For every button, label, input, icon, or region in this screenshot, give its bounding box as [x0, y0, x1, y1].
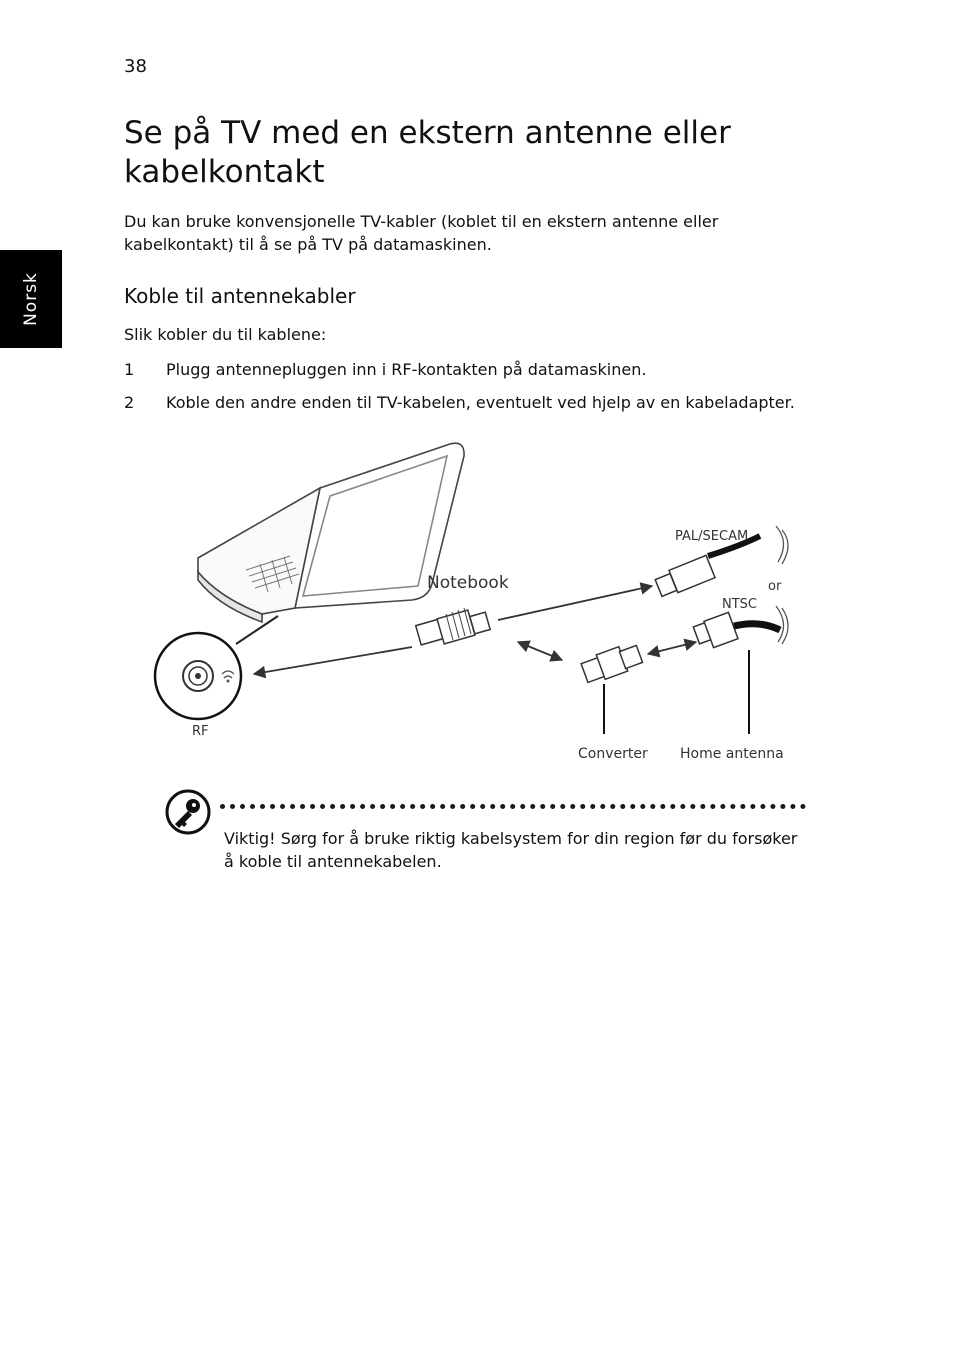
step-number: 1: [124, 360, 135, 379]
converter-adapter: [581, 645, 642, 682]
intro-paragraph: Du kan bruke konvensjonelle TV-kabler (koblet til en ekstern antenne eller kabelkontakt) til å se på TV på datamaskinen.: [124, 212, 719, 254]
rf-port-illustration: [155, 633, 241, 719]
page-number: 38: [124, 56, 147, 77]
steps-lead: Slik kobler du til kablene:: [124, 325, 327, 344]
notebook-illustration: [198, 443, 464, 644]
ntsc-connector: [693, 606, 788, 648]
list-item: [124, 358, 804, 381]
step-text: Plugg antennepluggen inn i RF-kontakten på datamaskinen.: [166, 360, 647, 379]
label-ntsc: NTSC: [722, 597, 757, 612]
label-pal-secam: PAL/SECAM: [675, 529, 749, 544]
important-note: [224, 827, 804, 873]
language-tab: [0, 250, 62, 348]
note-body: Sørg for å bruke riktig kabelsystem for din region før du forsøker å koble til antennekabelen.: [224, 829, 798, 871]
step-text: Koble den andre enden til TV-kabelen, eventuelt ved hjelp av en kabeladapter.: [166, 393, 795, 412]
label-notebook: Notebook: [427, 573, 509, 593]
steps-list: [124, 358, 804, 424]
label-rf: RF: [192, 724, 209, 739]
label-or: or: [768, 579, 782, 594]
step-number: 2: [124, 393, 135, 412]
language-tab-label: Norsk: [21, 272, 41, 326]
list-item: [124, 391, 804, 414]
section-title: Se på TV med en ekstern antenne eller kabelkontakt: [124, 115, 731, 190]
note-divider: [220, 804, 806, 809]
label-converter: Converter: [578, 746, 648, 762]
subheading: Koble til antennekabler: [124, 284, 356, 308]
antenna-connection-diagram: [150, 438, 810, 773]
label-home-antenna: Home antenna: [680, 746, 784, 762]
note-label: Viktig!: [224, 829, 276, 848]
coax-plug-illustration: [416, 608, 490, 645]
key-icon: [164, 788, 212, 836]
